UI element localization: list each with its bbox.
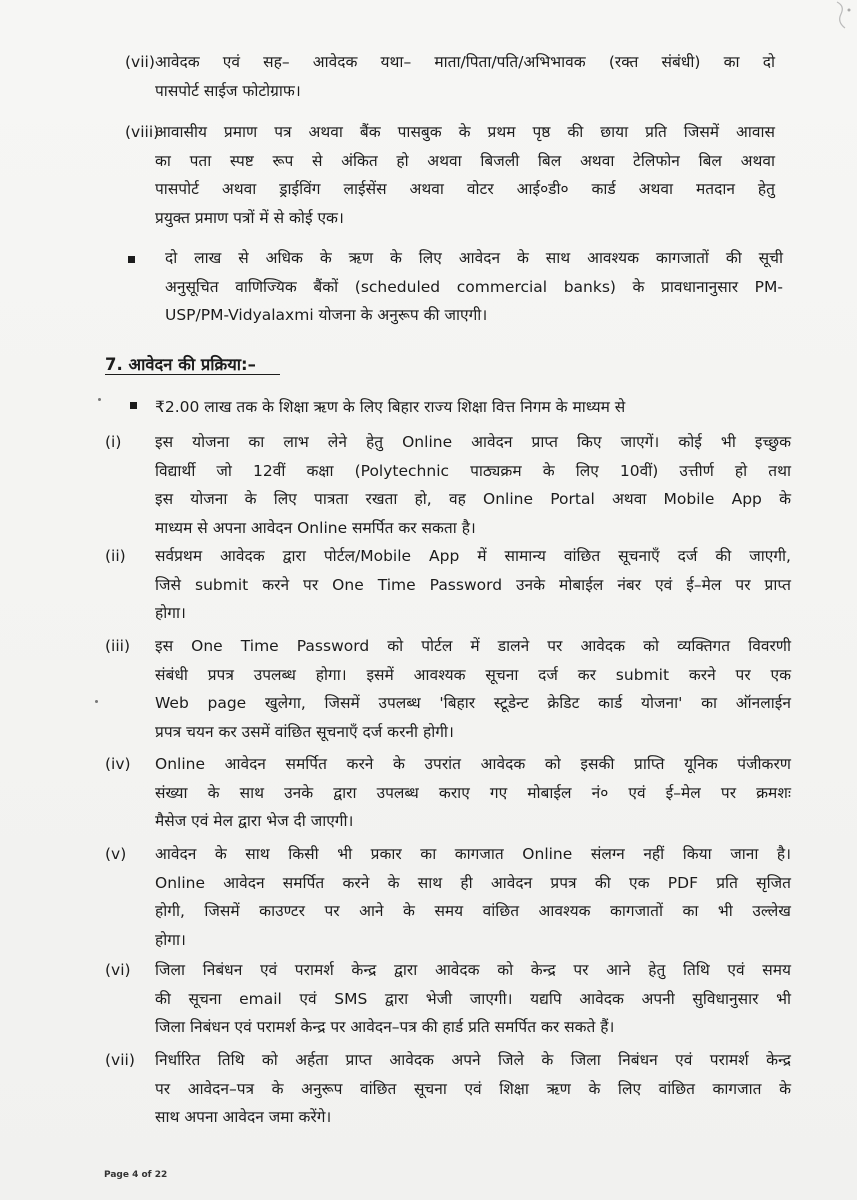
item-line: पर आवेदन–पत्र के अनुरूप वांछित सूचना एवं शिक्षा ऋण के लिए वांछित कागजात के — [155, 1079, 791, 1098]
item-number: (v) — [105, 845, 127, 863]
list-item-viii — [125, 118, 795, 238]
list-item-vi — [105, 956, 795, 1046]
page-footer: Page 4 of 22 — [104, 1170, 168, 1180]
item-line: पासपोर्ट अथवा ड्राईविंग लाईसेंस अथवा वोटर आई०डी० कार्ड अथवा मतदान हेतु — [155, 180, 775, 198]
bullet-paragraph — [165, 244, 785, 334]
item-line: Web page खुलेगा, जिसमें उपलब्ध 'बिहार स्टूडेन्ट क्रेडिट कार्ड योजना' का ऑनलाईन — [155, 694, 791, 712]
item-line: आवासीय प्रमाण पत्र अथवा बैंक पासबुक के प्रथम पृष्ठ की छाया प्रति जिसमें आवास — [155, 123, 775, 141]
heading-underline — [105, 373, 280, 375]
item-line: इस योजना के लिए पात्रता रखता हो, वह Online Portal अथवा Mobile App के — [155, 490, 791, 508]
item-line: पासपोर्ट साईज फोटोग्राफ। — [155, 81, 301, 100]
item-line: आवेदन के साथ किसी भी प्रकार का कागजात Online संलग्न नहीं किया जाना है। — [155, 845, 791, 863]
list-item-iv — [105, 750, 795, 840]
item-line: साथ अपना आवेदन जमा करेंगे। — [155, 1108, 332, 1126]
list-item-v — [105, 840, 795, 956]
paragraph-line: USP/PM-Vidyalaxmi योजना के अनुरूप की जाएगी। — [165, 306, 488, 324]
scan-speck — [95, 700, 98, 703]
section-heading: 7. आवेदन की प्रक्रिया:– — [105, 355, 256, 374]
item-line: विद्यार्थी जो 12वीं कक्षा (Polytechnic पाठ्यक्रम के लिए 10वीं) उत्तीर्ण हो तथा — [155, 461, 791, 480]
list-item-ii — [105, 542, 795, 632]
list-item-vii-bottom — [105, 1046, 795, 1136]
item-number: (vii) — [105, 1051, 135, 1069]
item-line: Online आवेदन समर्पित करने के उपरांत आवेदक को इसकी प्राप्ति यूनिक पंजीकरण — [155, 755, 791, 773]
scan-corner-mark — [827, 0, 857, 60]
item-number: (iv) — [105, 755, 131, 773]
item-number: (viii) — [125, 123, 160, 141]
item-line: आवेदक एवं सह– आवेदक यथा– माता/पिता/पति/अभिभावक (रक्त संबंधी) का दो — [155, 53, 775, 71]
item-line: प्रपत्र चयन कर उसमें वांछित सूचनाएँ दर्ज करनी होगी। — [155, 722, 454, 741]
item-line: की सूचना email एवं SMS द्वारा भेजी जाएगी। यद्यपि आवेदक अपनी सुविधानुसार भी — [155, 989, 791, 1008]
item-line: निर्धारित तिथि को अर्हता प्राप्त आवेदक अपने जिले के जिला निबंधन एवं परामर्श केन्द्र — [155, 1051, 791, 1069]
item-number: (vii) — [125, 53, 155, 71]
item-line: इस One Time Password को पोर्टल में डालने पर आवेदक को व्यक्तिगत विवरणी — [155, 637, 791, 655]
item-line: संख्या के साथ उनके द्वारा उपलब्ध कराए गए मोबाईल नं० एवं ई–मेल पर क्रमशः — [155, 783, 791, 802]
item-line: होगा। — [155, 930, 186, 949]
list-item-i — [105, 428, 795, 544]
item-number: (iii) — [105, 637, 131, 655]
item-line: इस योजना का लाभ लेने हेतु Online आवेदन प्राप्त किए जाएगें। कोई भी इच्छुक — [155, 433, 791, 451]
paragraph-line: दो लाख से अधिक के ऋण के लिए आवेदन के साथ आवश्यक कागजातों की सूची — [165, 249, 783, 267]
item-number: (ii) — [105, 547, 126, 565]
sub-bullet-text: ₹2.00 लाख तक के शिक्षा ऋण के लिए बिहार राज्य शिक्षा वित्त निगम के माध्यम से — [155, 398, 626, 416]
item-line: जिसे submit करने पर One Time Password उनके मोबाईल नंबर एवं ई–मेल पर प्राप्त — [155, 575, 791, 594]
item-line: जिला निबंधन एवं परामर्श केन्द्र पर आवेदन–पत्र की हार्ड प्रति समर्पित कर सकते हैं। — [155, 1018, 615, 1036]
list-item-vii-top — [125, 48, 795, 108]
item-line: होगा। — [155, 604, 186, 622]
paragraph-line: अनुसूचित वाणिज्यिक बैंकों (scheduled commercial banks) के प्रावधानानुसार PM- — [165, 277, 783, 296]
bullet-marker — [128, 256, 135, 263]
item-line: मैसेज एवं मेल द्वारा भेज दी जाएगी। — [155, 812, 354, 830]
item-number: (i) — [105, 433, 122, 451]
item-line: का पता स्पष्ट रूप से अंकित हो अथवा बिजली बिल अथवा टेलिफोन बिल अथवा — [155, 151, 775, 170]
item-number: (vi) — [105, 961, 131, 979]
item-line: सर्वप्रथम आवेदक द्वारा पोर्टल/Mobile App में सामान्य वांछित सूचनाएँ दर्ज की जाएगी, — [155, 547, 791, 565]
item-line: Online आवेदन समर्पित करने के साथ ही आवेदन प्रपत्र की एक PDF प्रति सृजित — [155, 873, 791, 892]
scan-speck — [98, 398, 101, 401]
item-line: जिला निबंधन एवं परामर्श केन्द्र द्वारा आवेदक को केन्द्र पर आने हेतु तिथि एवं समय — [155, 961, 791, 979]
bullet-marker — [130, 402, 137, 409]
item-line: होगी, जिसमें काउण्टर पर आने के समय वांछित आवश्यक कागजातों का भी उल्लेख — [155, 902, 791, 920]
item-line: संबंधी प्रपत्र उपलब्ध होगा। इसमें आवश्यक सूचना दर्ज कर submit करने पर एक — [155, 665, 791, 684]
item-line: प्रयुक्त प्रमाण पत्रों में से कोई एक। — [155, 208, 344, 227]
item-line: माध्यम से अपना आवेदन Online समर्पित कर सकता है। — [155, 518, 476, 537]
list-item-iii — [105, 632, 795, 748]
